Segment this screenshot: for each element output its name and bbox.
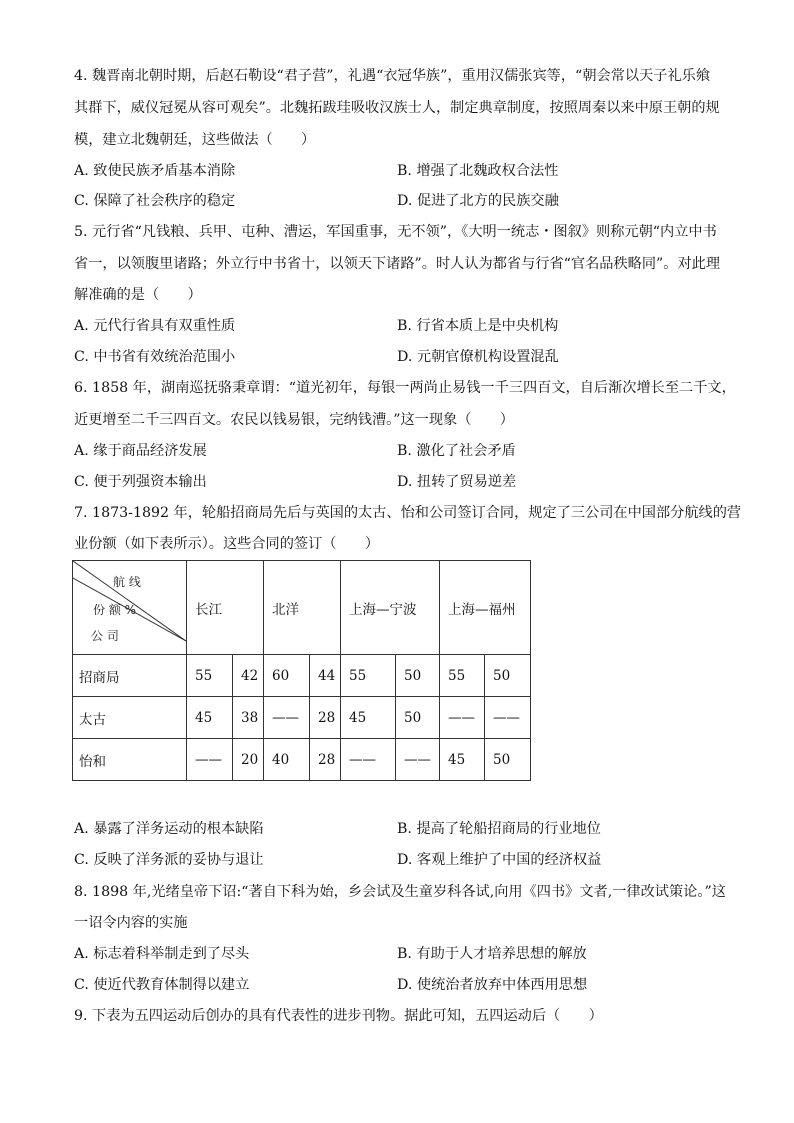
table-row-zhaoshangju (73, 655, 531, 697)
table-cell: 55 (440, 655, 485, 697)
table-cell: —— (264, 697, 310, 739)
corner-share-label: 份 额 % (93, 603, 137, 617)
q8-option-b[interactable]: B. 有助于人才培养思想的解放 (397, 946, 587, 962)
q8-option-c[interactable]: C. 使近代教育体制得以建立 (74, 977, 250, 993)
q7-option-c[interactable]: C. 反映了洋务派的妥协与退让 (74, 852, 264, 868)
table-row-jardine (73, 739, 531, 781)
q4-option-d[interactable]: D. 促进了北方的民族交融 (397, 193, 559, 209)
route-header-beiyang: 北洋 (264, 561, 341, 655)
table-cell: —— (396, 739, 440, 781)
q6-stem-line-2: 近更增至二千三四百文。农民以钱易银，完纳钱漕。”这一现象（ ） (74, 412, 514, 428)
q9-stem-line-1: 9. 下表为五四运动后创办的具有代表性的进步刊物。据此可知，五四运动后（ ） (74, 1008, 603, 1024)
table-cell: 50 (485, 655, 531, 697)
q6-option-a[interactable]: A. 缘于商品经济发展 (74, 443, 207, 459)
q4-stem-line-2: 其群下，威仪冠冕从容可观矣”。北魏拓跋珪吸收汉族士人，制定典章制度，按照周秦以来中原王朝的规 (74, 100, 720, 116)
q5-option-b[interactable]: B. 行省本质上是中央机构 (397, 318, 559, 334)
route-header-shanghai-ningbo: 上海—宁波 (341, 561, 440, 655)
q7-option-d[interactable]: D. 客观上维护了中国的经济权益 (397, 852, 602, 868)
table-cell: 38 (233, 697, 264, 739)
table-corner-cell (73, 561, 187, 655)
table-cell: 50 (485, 739, 531, 781)
corner-diagonal-lines (73, 561, 186, 654)
q4-option-a[interactable]: A. 致使民族矛盾基本消除 (74, 163, 236, 179)
row-company: 怡和 (73, 739, 187, 781)
table-cell: 50 (396, 655, 440, 697)
table-cell: 44 (310, 655, 341, 697)
q5-option-a[interactable]: A. 元代行省具有双重性质 (74, 318, 236, 334)
table-cell: 42 (233, 655, 264, 697)
table-cell: 55 (341, 655, 396, 697)
q5-option-d[interactable]: D. 元朝官僚机构设置混乱 (397, 349, 559, 365)
q5-stem-line-3: 解准确的是（ ） (74, 287, 202, 303)
q6-option-d[interactable]: D. 扭转了贸易逆差 (397, 474, 517, 490)
corner-company-label: 公 司 (91, 629, 119, 643)
table-cell: 60 (264, 655, 310, 697)
q6-stem-line-1: 6. 1858 年，湖南巡抚骆秉章谓：“道光初年，每银一两尚止易钱一千三四百文，自后渐次增长至二千文， (74, 380, 736, 396)
table-cell: 40 (264, 739, 310, 781)
table-cell: —— (440, 697, 485, 739)
route-header-shanghai-fuzhou: 上海—福州 (440, 561, 531, 655)
table-cell: 45 (440, 739, 485, 781)
q5-stem-line-2: 省一，以领腹里诸路；外立行中书省十，以领天下诸路”。时人认为都省与行省“官名品秩略同”。对此理 (74, 256, 721, 272)
q4-option-b[interactable]: B. 增强了北魏政权合法性 (397, 163, 559, 179)
table-row-taikoo (73, 697, 531, 739)
q7-stem-line-2: 业份额（如下表所示）。这些合同的签订（ ） (74, 536, 380, 552)
table-cell: 20 (233, 739, 264, 781)
table-cell: 50 (396, 697, 440, 739)
table-cell: 55 (187, 655, 233, 697)
table-cell: —— (485, 697, 531, 739)
q8-stem-line-2: 一诏令内容的实施 (74, 915, 188, 931)
table-cell: 45 (341, 697, 396, 739)
q7-option-b[interactable]: B. 提高了轮船招商局的行业地位 (397, 821, 601, 837)
q8-option-a[interactable]: A. 标志着科举制走到了尽头 (74, 946, 250, 962)
corner-route-label: 航 线 (113, 575, 141, 589)
table-cell: 28 (310, 697, 341, 739)
q4-option-c[interactable]: C. 保障了社会秩序的稳定 (74, 193, 236, 209)
table-cell: —— (187, 739, 233, 781)
table-cell: 28 (310, 739, 341, 781)
row-company: 太古 (73, 697, 187, 739)
shipping-share-table (72, 560, 531, 781)
q6-option-c[interactable]: C. 便于列强资本输出 (74, 474, 207, 490)
table-cell: 45 (187, 697, 233, 739)
q4-stem-line-3: 模，建立北魏朝廷，这些做法（ ） (74, 132, 316, 148)
table-cell: —— (341, 739, 396, 781)
q6-option-b[interactable]: B. 激化了社会矛盾 (397, 443, 516, 459)
q5-option-c[interactable]: C. 中书省有效统治范围小 (74, 349, 236, 365)
q5-stem-line-1: 5. 元行省“凡钱粮、兵甲、屯种、漕运，军国重事，无不领”，《大明一统志・图叙》则称元朝“内立中书 (74, 224, 717, 240)
q8-stem-line-1: 8. 1898 年,光绪皇帝下诏:“著自下科为始，乡会试及生童岁科各试,向用《四书》文者,一律改试策论。”这 (74, 884, 726, 900)
q7-option-a[interactable]: A. 暴露了洋务运动的根本缺陷 (74, 821, 264, 837)
row-company: 招商局 (73, 655, 187, 697)
q7-stem-line-1: 7. 1873-1892 年，轮船招商局先后与英国的太古、怡和公司签订合同，规定了三公司在中国部分航线的营 (74, 505, 742, 521)
q4-stem-line-1: 4. 魏晋南北朝时期，后赵石勒设“君子营”，礼遇“衣冠华族”，重用汉儒张宾等，“朝会常以天子礼乐飨 (74, 68, 711, 84)
q8-option-d[interactable]: D. 使统治者放弃中体西用思想 (397, 977, 588, 993)
route-header-yangtze: 长江 (187, 561, 264, 655)
